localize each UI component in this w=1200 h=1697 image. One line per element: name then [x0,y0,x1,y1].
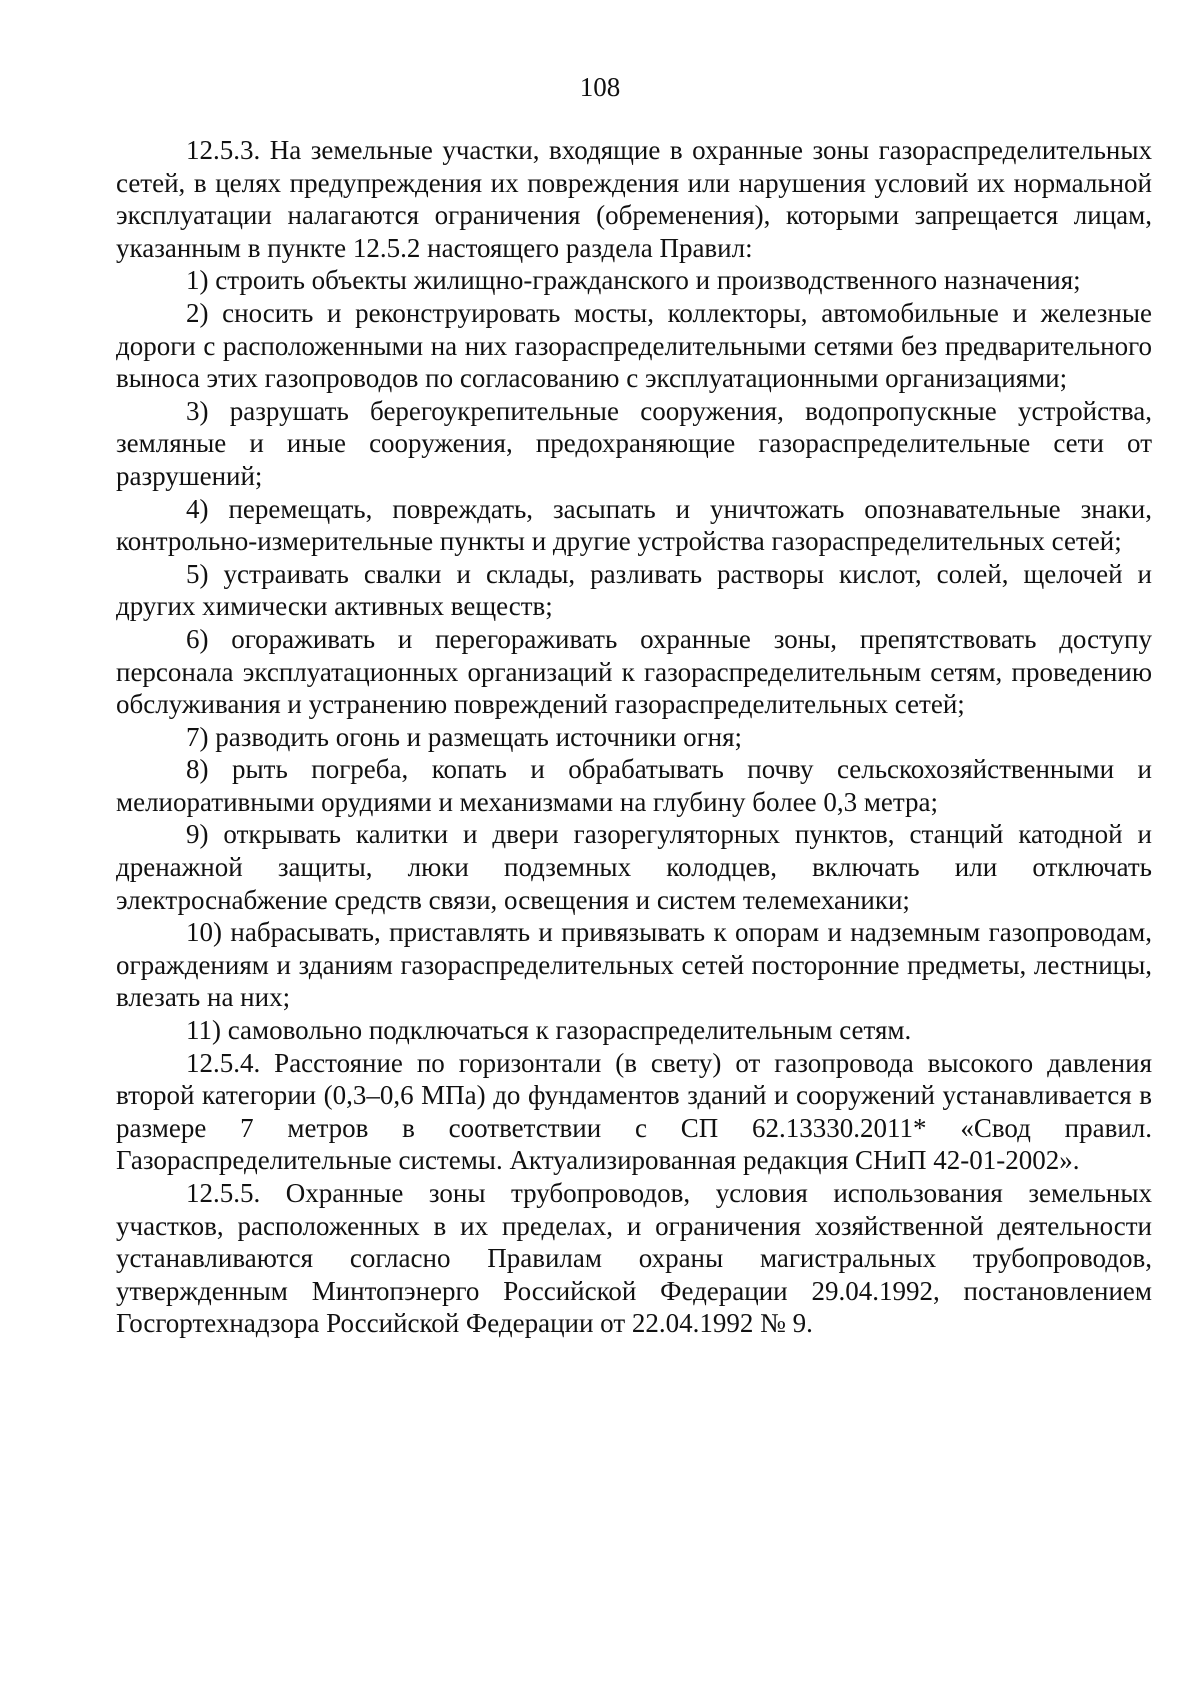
page-number: 108 [579,72,621,102]
list-item-7: 7) разводить огонь и размещать источники огня; [186,721,743,752]
list-item-2: 2) сносить и реконструировать мосты, коллекторы, автомобильные и железные дороги с расположенными на них газораспределительными сетями без предварительного выноса этих газопроводов по согласованию с эксплуатационными организациями; [116,297,1152,394]
list-item-6: 6) огораживать и перегораживать охранные зоны, препятствовать доступу персонала эксплуатационных организаций к газораспределительным сетям, проведению обслуживания и устранению повреждений газораспределительных сетей; [116,623,1152,720]
list-item-10: 10) набрасывать, приставлять и привязывать к опорам и надземным газопроводам, ограждениям и зданиям газораспределительных сетей посторонние предметы, лестницы, влезать на них; [116,917,1152,1013]
list-item-8: 8) рыть погреба, копать и обрабатывать почву сельскохозяйственными и мелиоративными орудиями и механизмами на глубину более 0,3 метра; [116,754,1152,817]
list-item-9: 9) открывать калитки и двери газорегуляторных пунктов, станций катодной и дренажной защиты, люки подземных колодцев, включать или отключать электроснабжение средств связи, освещения и систем телемеханики; [116,819,1152,915]
list-item-3: 3) разрушать берегоукрепительные сооружения, водопропускные устройства, земляные и иные сооружения, предохраняющие газораспределительные сети от разрушений; [116,395,1152,491]
list-item-11: 11) самовольно подключаться к газораспределительным сетям. [186,1015,912,1046]
paragraph-12-5-4: 12.5.4. Расстояние по горизонтали (в свету) от газопровода высокого давления второй категории (0,3–0,6 МПа) до фундаментов зданий и сооружений устанавливается в размере 7 метров в соответствии с СП 62.13330.2011* «Свод правил. Газораспределительные системы. Актуализированная редакция СНиП 42-01-2002». [116,1047,1152,1176]
paragraph-12-5-3: 12.5.3. На земельные участки, входящие в охранные зоны газораспределительных сетей, в целях предупреждения их повреждения или нарушения условий их нормальной эксплуатации налагаются ограничения (обременения), которыми запрещается лицам, указанным в пункте 12.5.2 настоящего раздела Правил: [116,135,1152,263]
list-item-4: 4) перемещать, повреждать, засыпать и уничтожать опознавательные знаки, контрольно-измерительные пункты и другие устройства газораспределительных сетей; [116,493,1152,557]
list-item-1: 1) строить объекты жилищно-гражданского и производственного назначения; [186,265,1081,296]
document-body [116,134,1152,1340]
paragraph-12-5-5: 12.5.5. Охранные зоны трубопроводов, условия использования земельных участков, расположенных в их пределах, и ограничения хозяйственной деятельности устанавливаются согласно Правилам охраны магистральных трубопроводов, утвержденным Минтопэнерго Российской Федерации 29.04.1992, постановлением Госгортехнадзора Российской Федерации от 22.04.1992 № 9. [116,1178,1152,1339]
list-item-5: 5) устраивать свалки и склады, разливать растворы кислот, солей, щелочей и других химически активных веществ; [116,558,1152,622]
